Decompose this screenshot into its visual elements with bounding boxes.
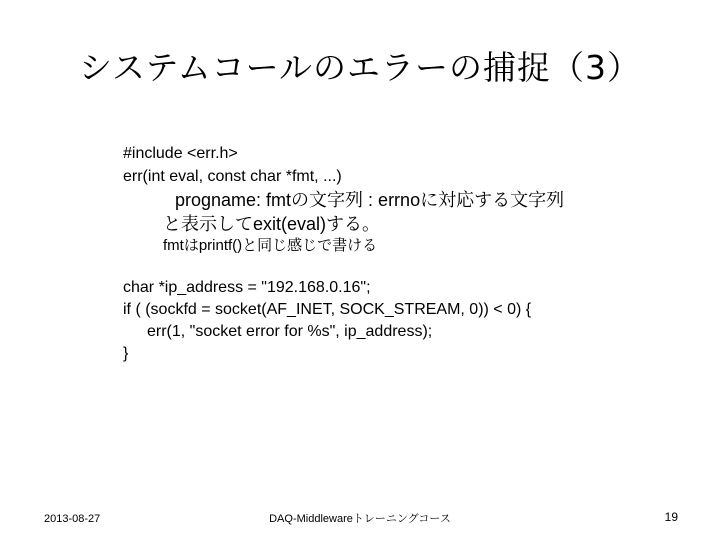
code-line-3: err(1, "socket error for %s", ip_address);: [147, 323, 433, 340]
footer-course-name: DAQ-Middlewareトレーニングコース: [269, 513, 451, 525]
description-line-1: progname: fmtの文字列 : errnoに対応する文字列: [175, 190, 565, 210]
page-number: 19: [664, 510, 678, 524]
code-line-4: }: [123, 345, 129, 362]
signature-line: err(int eval, const char *fmt, ...): [123, 168, 342, 185]
code-line-1: char *ip_address = "192.168.0.16";: [123, 279, 371, 296]
include-line: #include <err.h>: [123, 145, 238, 162]
note-line: fmtはprintf()と同じ感じで書ける: [163, 237, 378, 254]
description-line-2: と表示してexit(eval)する。: [163, 214, 381, 234]
code-line-2: if ( (sockfd = socket(AF_INET, SOCK_STREAM, 0)) < 0) {: [123, 301, 532, 318]
slide-title: システムコールのエラーの捕捉（3）: [78, 48, 642, 87]
footer-date: 2013-08-27: [44, 513, 101, 525]
